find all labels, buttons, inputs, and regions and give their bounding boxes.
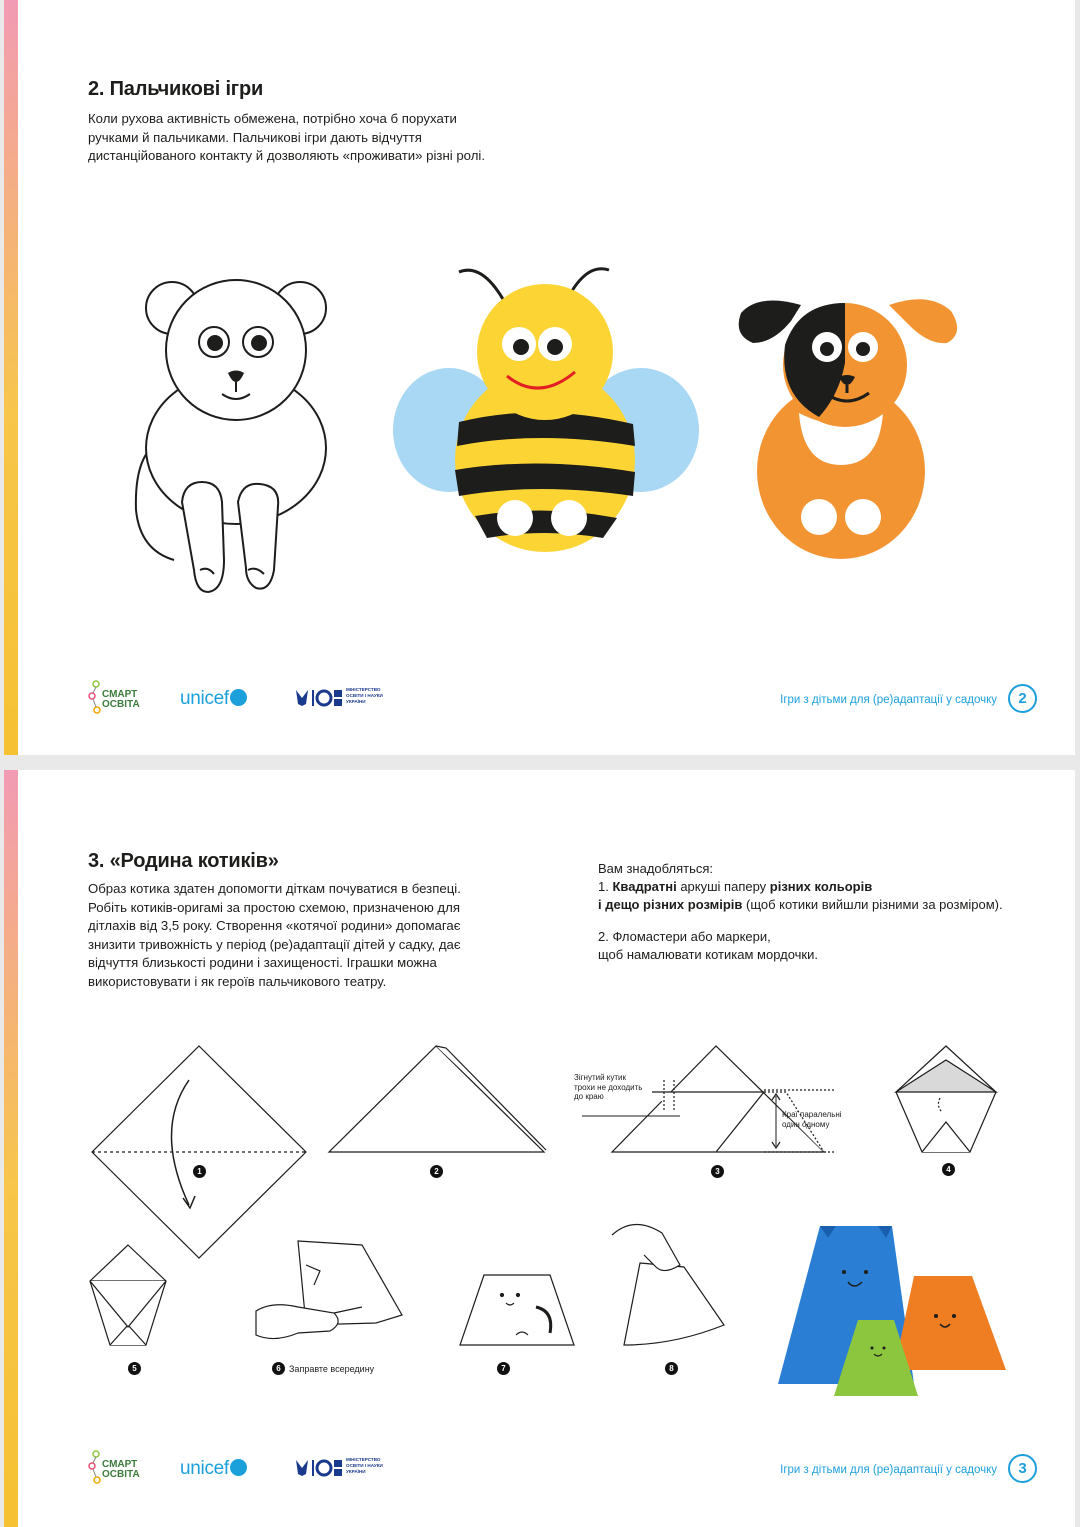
section-title: 2. Пальчикові ігри [88,78,264,100]
section-title: 3. «Родина котиків» [88,850,279,872]
step-7-badge: 7 [497,1362,510,1375]
page-number: 3 [1008,1454,1037,1483]
ministry-logo: МІНІСТЕРСТВО ОСВІТИ І НАУКИ УКРАЇНИ [294,686,404,710]
globe-icon [230,689,247,706]
unicef-logo: unicef [180,1458,247,1480]
cat-family-illustration [774,1220,1014,1400]
step-1-badge: 1 [193,1165,206,1178]
section-paragraph: Коли рухова активність обмежена, потрібно хоча б порухати ручками й пальчиками. Пальчикові ігри дають відчуття дистанційованого контакту й дозволяють «проживати» різні ролі. [88,111,486,164]
bear-puppet-illustration [124,270,344,610]
bee-puppet-illustration [389,260,709,560]
origami-steps-row2 [84,1215,784,1365]
step-3-badge: 3 [711,1165,724,1178]
smart-osvita-logo: СМАРТ ОСВІТА [88,680,148,716]
page-2 [4,0,1075,755]
ministry-logo: МІНІСТЕРСТВО ОСВІТИ І НАУКИ УКРАЇНИ [294,1456,404,1480]
page-footer [4,1450,1075,1490]
step3-note-left: Зігнутий кутик трохи не доходить до краю [574,1073,643,1101]
step6-caption: Заправте всередину [289,1364,375,1374]
unicef-logo: unicef [180,688,247,710]
step-8-badge: 8 [665,1362,678,1375]
step-2-badge: 2 [430,1165,443,1178]
footer-title: Ігри з дітьми для (ре)адаптації у садочку [780,694,997,706]
page-number: 2 [1008,684,1037,713]
dog-puppet-illustration [729,285,974,565]
footer-title: Ігри з дітьми для (ре)адаптації у садочку [780,1464,997,1476]
color-stripe [4,770,18,1527]
step-4-badge: 4 [942,1163,955,1176]
step-6-badge: 6 [272,1362,285,1375]
globe-icon [230,1459,247,1476]
ministry-emblem-icon [294,686,344,710]
section-paragraph: Образ котика здатен допомогти діткам почуватися в безпеці. Робіть котиків-оригамі за простою схемою, призначеною для дітлахів від 3,5 року. Створення «котячої родини» допомагає знизити тривожність у період (ре)адаптації дітей у садку, дає відчуття близькості родини і захищеності. Іграшки можна використовувати і як героїв пальчикового театру. [88,881,461,989]
step-5-badge: 5 [128,1362,141,1375]
smart-osvita-logo: СМАРТ ОСВІТА [88,1450,148,1486]
color-stripe [4,0,18,755]
step3-note-right: Краї паралельні один одному [782,1110,842,1129]
page-3 [4,770,1075,1527]
page-footer [4,680,1075,720]
materials-list: Вам знадобляться: 1. Квадратні аркуші паперу різних кольорів і дещо різних розмірів (щоб котики вийшли різними за розміром). 2. Фломастери або маркери, щоб намалювати котикам мордочки. [598,861,1003,962]
ministry-emblem-icon [294,1456,344,1480]
